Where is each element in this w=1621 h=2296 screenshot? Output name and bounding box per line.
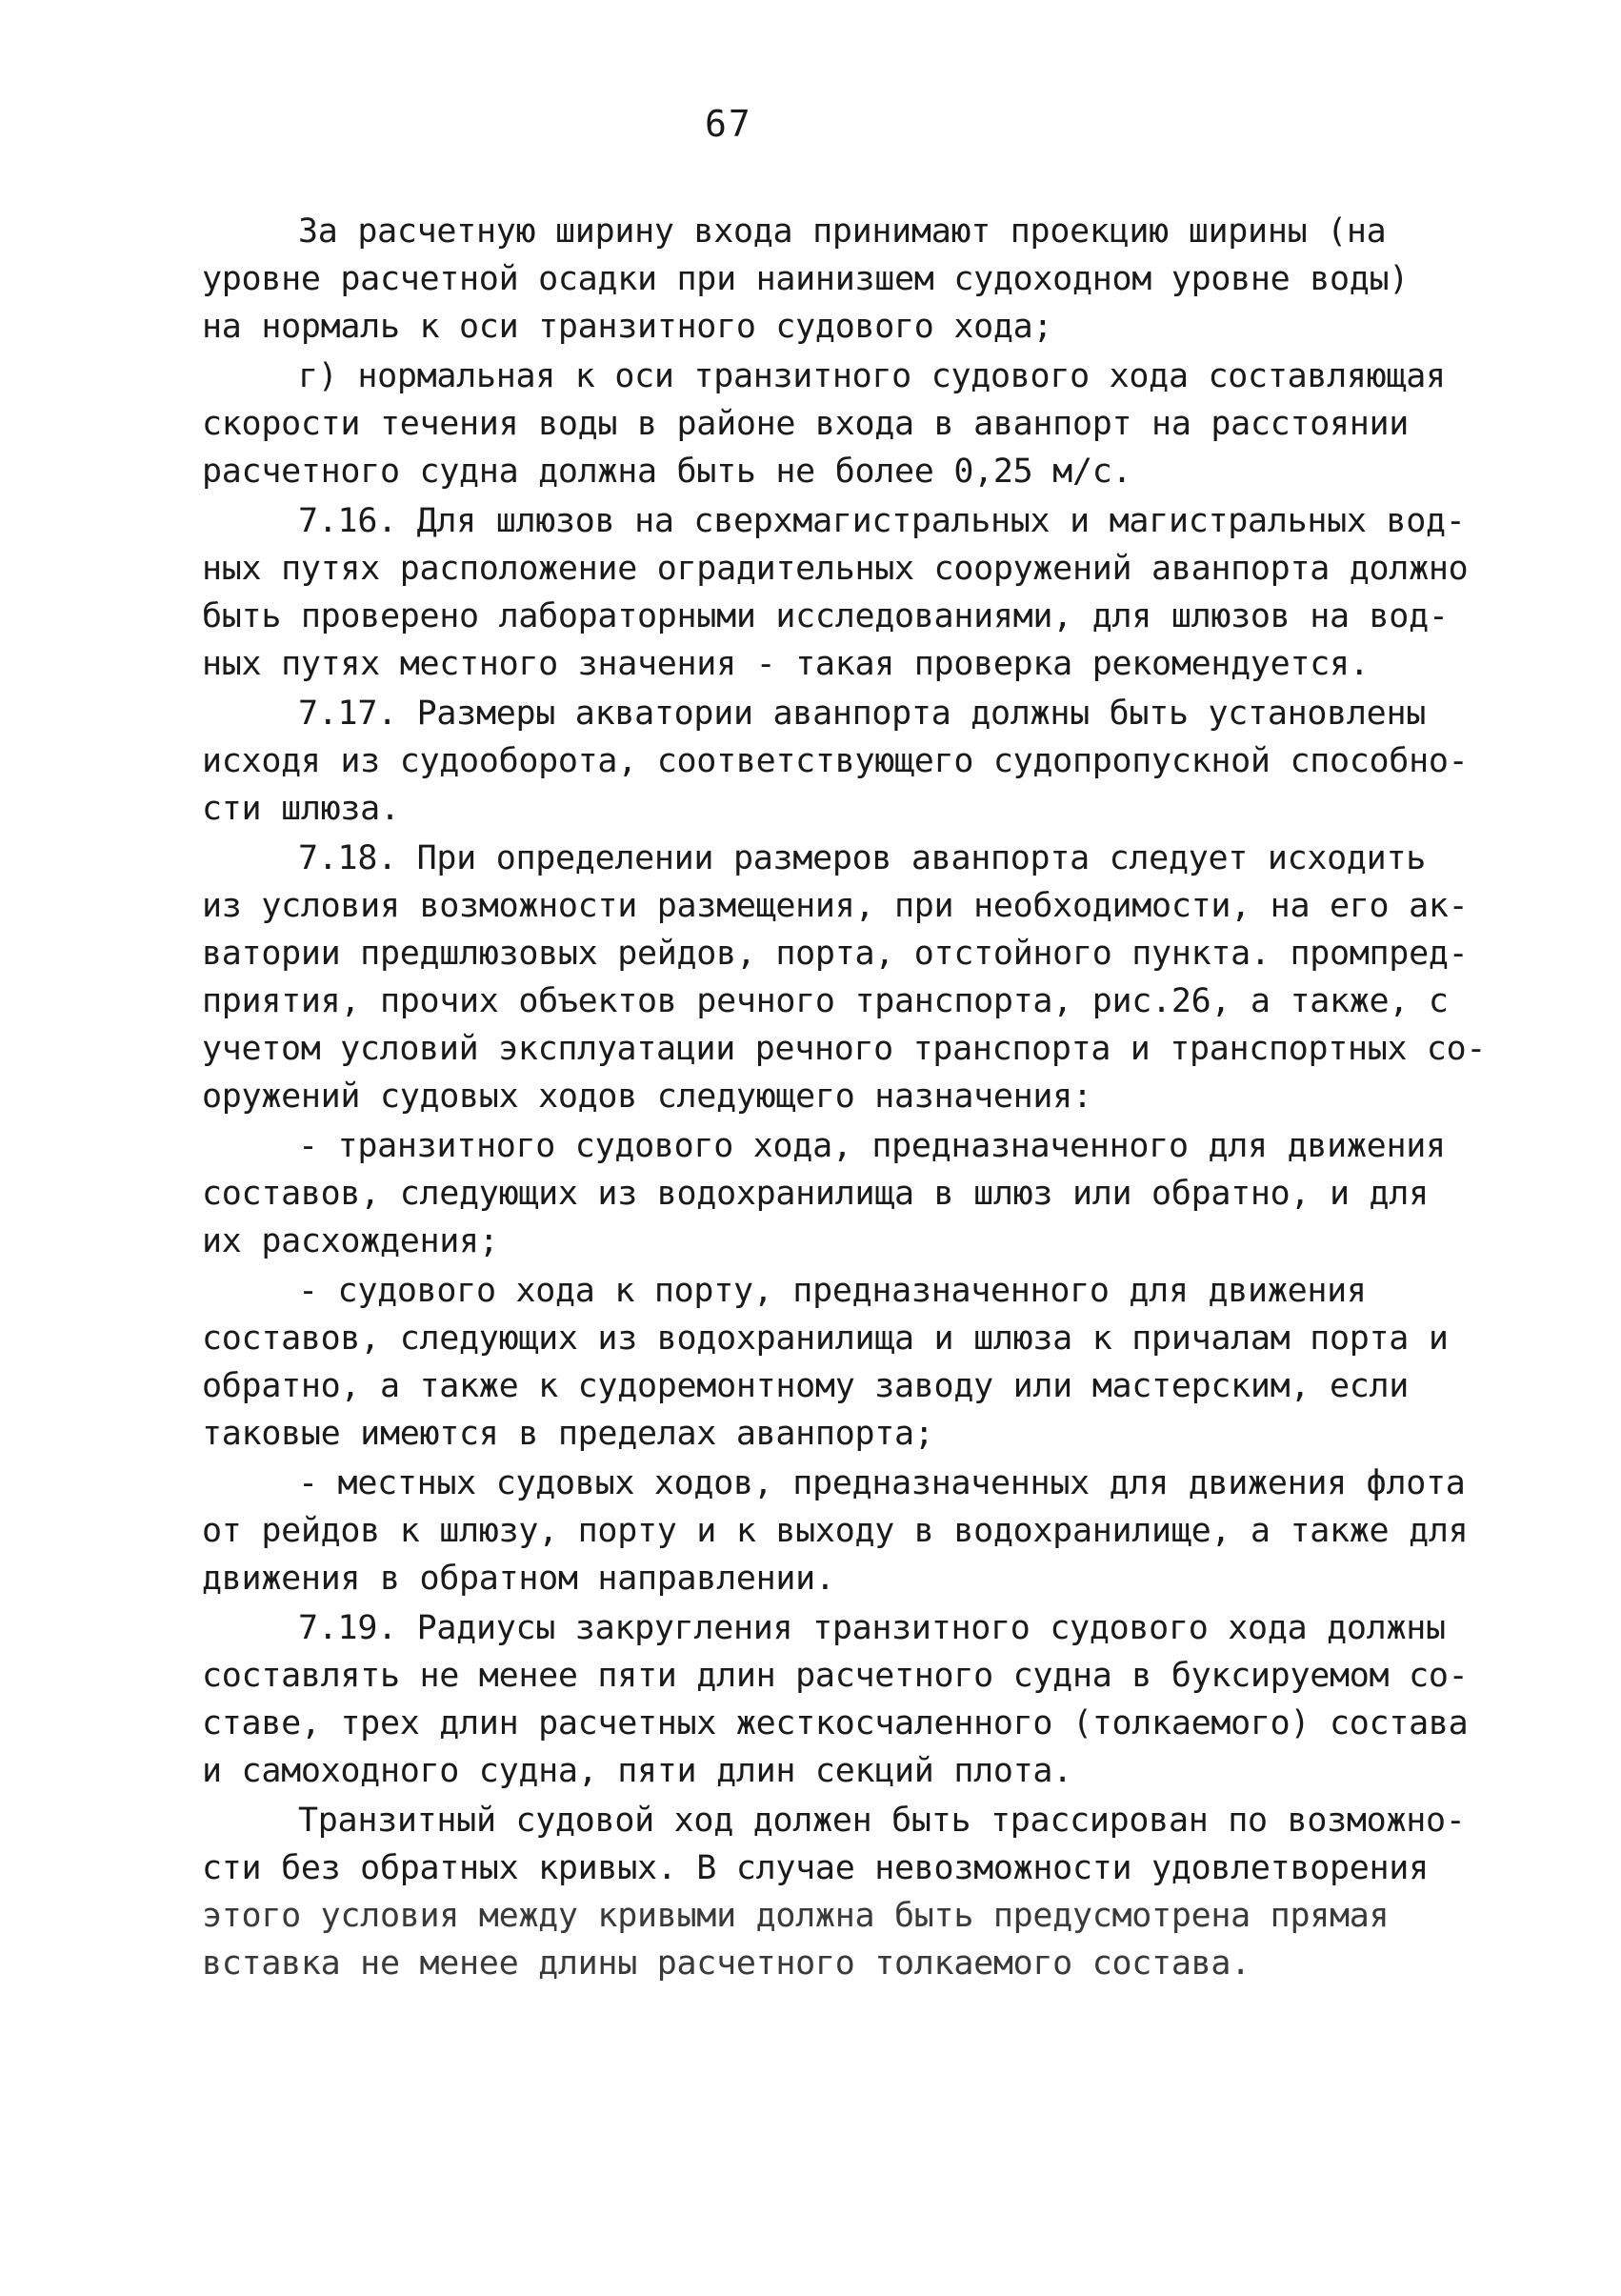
text-line: ставе, трех длин расчетных жесткосчаленного (толкаемого) состава xyxy=(202,1704,1469,1742)
text-line: - местных судовых ходов, предназначенных для движения флота xyxy=(298,1464,1466,1502)
text-line: приятия, прочих объектов речного транспорта, рис.26, а также, с xyxy=(202,982,1449,1020)
text-line: сти без обратных кривых. В случае невозможности удовлетворения xyxy=(202,1849,1429,1887)
page-number: 67 xyxy=(705,103,752,145)
text-line: этого условия между кривыми должна быть предусмотрена прямая xyxy=(202,1897,1390,1935)
text-line: сти шлюза. xyxy=(202,790,400,828)
text-line: учетом условий эксплуатации речного транспорта и транспортных со- xyxy=(202,1030,1487,1068)
text-line: ных путях местного значения - такая проверка рекомендуется. xyxy=(202,645,1370,683)
text-line: скорости течения воды в районе входа в аванпорт на расстоянии xyxy=(202,405,1410,443)
text-line: от рейдов к шлюзу, порту и к выходу в водохранилище, а также для xyxy=(202,1512,1469,1550)
text-line: - транзитного судового хода, предназначенного для движения xyxy=(298,1127,1446,1165)
text-line: на нормаль к оси транзитного судового хода; xyxy=(202,308,1053,346)
text-line: из условия возможности размещения, при необходимости, на его ак- xyxy=(202,887,1469,925)
text-line: обратно, а также к судоремонтному заводу или мастерским, если xyxy=(202,1367,1410,1405)
text-line: таковые имеются в пределах аванпорта; xyxy=(202,1415,934,1453)
text-line: движения в обратном направлении. xyxy=(202,1560,835,1598)
text-line: За расчетную ширину входа принимают проекцию ширины (на xyxy=(298,212,1387,251)
text-line: г) нормальная к оси транзитного судового хода составляющая xyxy=(298,357,1446,395)
text-line: Транзитный судовой ход должен быть трассирован по возможно- xyxy=(298,1802,1466,1840)
text-line: 7.19. Радиусы закругления транзитного судового хода должны xyxy=(298,1609,1446,1647)
text-line: ватории предшлюзовых рейдов, порта, отстойного пункта. промпред- xyxy=(202,935,1469,973)
text-line: 7.18. При определении размеров аванпорта следует исходить xyxy=(298,839,1426,877)
text-line: оружений судовых ходов следующего назначения: xyxy=(202,1078,1092,1116)
text-line: составлять не менее пяти длин расчетного судна в буксируемом со- xyxy=(202,1657,1469,1695)
text-line: расчетного судна должна быть не более 0,25 м/с. xyxy=(202,453,1132,491)
text-line: исходя из судооборота, соответствующего судопропускной способно- xyxy=(202,742,1469,780)
text-line: их расхождения; xyxy=(202,1222,499,1260)
text-line: ных путях расположение оградительных сооружений аванпорта должно xyxy=(202,550,1469,588)
text-line: составов, следующих из водохранилища в шлюз или обратно, и для xyxy=(202,1175,1429,1213)
text-line: вставка не менее длины расчетного толкаемого состава. xyxy=(202,1944,1251,1983)
text-line: - судового хода к порту, предназначенного для движения xyxy=(298,1272,1367,1310)
text-line: составов, следующих из водохранилища и шлюза к причалам порта и xyxy=(202,1319,1449,1358)
text-line: 7.16. Для шлюзов на сверхмагистральных и магистральных вод- xyxy=(298,502,1466,540)
text-line: и самоходного судна, пяти длин секций плота. xyxy=(202,1752,1072,1790)
text-line: 7.17. Размеры акватории аванпорта должны быть установлены xyxy=(298,695,1426,733)
text-line: быть проверено лабораторными исследованиями, для шлюзов на вод- xyxy=(202,597,1449,635)
text-line: уровне расчетной осадки при наинизшем судоходном уровне воды) xyxy=(202,260,1410,298)
